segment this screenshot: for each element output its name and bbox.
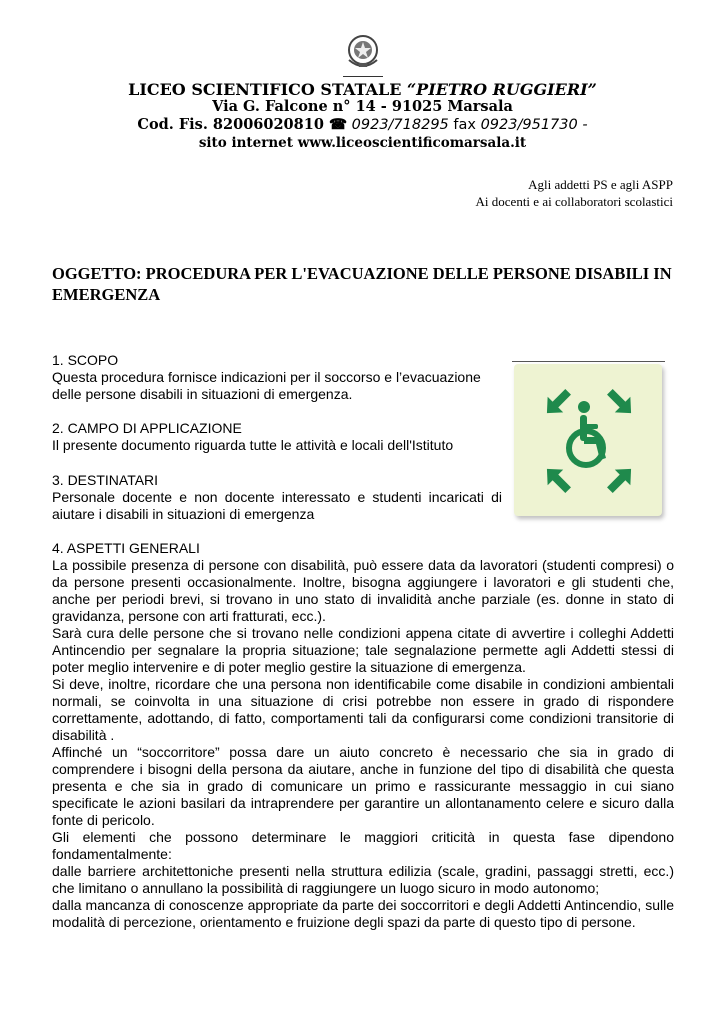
- section-destinatari: [52, 472, 502, 523]
- section-title: 3. DESTINATARI: [52, 472, 159, 488]
- paragraph: dalle barriere architettoniche presenti nella struttura edilizia (scale, gradini, passaggi stretti, ecc.) che limitano o annullano la possibilità di raggiungere un luogo sicuro in modo autonomo;: [52, 863, 674, 896]
- section-campo-di-applicazione: [52, 420, 502, 454]
- evacuation-assembly-sign: [514, 364, 662, 516]
- section-aspetti-generali: [52, 540, 674, 931]
- section-text: Personale docente e non docente interessato e studenti incaricati di aiutare i disabili in situazioni di emergenza: [52, 489, 502, 522]
- section-title: 1. SCOPO: [52, 352, 119, 368]
- paragraph: Sarà cura delle persone che si trovano nelle condizioni appena citate di avvertire i colleghi Addetti Antincendio per segnalare la propria situazione; tale segnalazione permette agli Addetti stessi di poter meglio intervenire e di poter meglio gestire la situazione di emergenza.: [52, 625, 674, 675]
- section-text: Il presente documento riguarda tutte le attività e locali dell'Istituto: [52, 437, 454, 453]
- paragraph: dalla mancanza di conoscenze appropriate da parte dei soccorritori e degli Addetti Antincendio, sulle modalità di percezione, orientamento e fruizione degli spazi da parte di questo tipo di persone.: [52, 897, 674, 930]
- addressee-line: Agli addetti PS e agli ASPP: [528, 177, 673, 192]
- school-website: sito internet www.liceoscientificomarsala.it: [198, 135, 527, 151]
- republic-emblem-icon: [343, 30, 383, 72]
- school-address: Via G. Falcone n° 14 - 91025 Marsala: [212, 98, 513, 115]
- section-text: Questa procedura fornisce indicazioni per il soccorso e l’evacuazione delle persone disabili in situazioni di emergenza.: [52, 369, 481, 402]
- phone-icon: ☎: [328, 116, 348, 133]
- section-title: 4. ASPETTI GENERALI: [52, 540, 200, 556]
- school-name: LICEO SCIENTIFICO STATALE “PIETRO RUGGIERI”: [128, 80, 597, 99]
- wheelchair-assembly-icon: [514, 364, 662, 516]
- header-divider: [343, 76, 383, 77]
- addressee-line: Ai docenti e ai collaboratori scolastici: [475, 194, 673, 209]
- paragraph: Si deve, inoltre, ricordare che una persona non identificabile come disabile in condizioni ambientali normali, se coinvolta in una situazione di crisi potrebbe non essere in grado di rispondere correttamente, adottando, di fatto, comportamenti tali da configurarsi come condizioni transitorie di disabilità .: [52, 676, 674, 743]
- document-subject: OGGETTO: PROCEDURA PER L'EVACUAZIONE DELLE PERSONE DISABILI IN EMERGENZA: [52, 264, 672, 304]
- image-border-line: [512, 361, 665, 362]
- school-contacts: Cod. Fis. 82006020810 ☎ 0923/718295 fax 0923/951730 -: [137, 116, 588, 133]
- paragraph: Gli elementi che possono determinare le maggiori criticità in questa fase dipendono fondamentalmente:: [52, 829, 674, 862]
- section-scopo: [52, 352, 502, 403]
- paragraph: La possibile presenza di persone con disabilità, può essere data da lavoratori (studenti compresi) o da persone presenti occasionalmente. Inoltre, bisogna aggiungere i lavoratori e gli studenti che, anche per periodi brevi, si trovano in uno stato di invalidità anche parziale (es. donne in stato di gravidanza, persone con arti fratturati, ecc.).: [52, 557, 674, 624]
- paragraph: Affinché un “soccorritore” possa dare un aiuto concreto è necessario che sia in grado di comprendere i bisogni della persona da aiutare, anche in funzione del tipo di disabilità che questa presenta e che sia in grado di comunicare un primo e rassicurante messaggio in cui siano specificate le azioni basilari da intraprendere per garantire un allontanamento celere e sicuro dalla fonte di pericolo.: [52, 744, 674, 828]
- section-title: 2. CAMPO DI APPLICAZIONE: [52, 420, 242, 436]
